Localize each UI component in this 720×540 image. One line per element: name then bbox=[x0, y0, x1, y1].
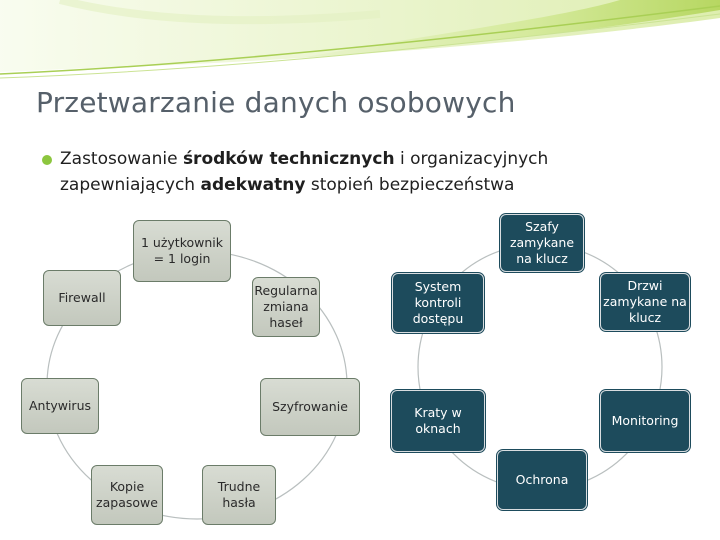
bullet-text-part: Zastosowanie bbox=[60, 149, 183, 169]
node-label: Kraty w oknach bbox=[414, 405, 462, 436]
node-strong-passwords bbox=[202, 465, 276, 525]
node-label: Szyfrowanie bbox=[272, 399, 348, 414]
node-label: System kontroli dostępu bbox=[412, 279, 464, 326]
node-label: Antywirus bbox=[28, 398, 92, 413]
node-label: Szafy zamykane na klucz bbox=[509, 219, 575, 266]
node-label: Ochrona bbox=[515, 472, 569, 487]
node-label: Drzwi zamykane na klucz bbox=[603, 278, 687, 325]
node-access-control-system bbox=[392, 273, 484, 333]
bullet-text-part: stopień bezpieczeństwa bbox=[305, 175, 515, 195]
node-lockable-cabinets bbox=[500, 214, 584, 272]
node-regular-password-change bbox=[252, 277, 320, 337]
node-lockable-doors bbox=[600, 273, 690, 331]
node-label: Regularna zmiana haseł bbox=[254, 283, 318, 330]
node-firewall bbox=[43, 270, 121, 326]
node-label: Monitoring bbox=[611, 413, 679, 428]
node-window-bars bbox=[391, 390, 485, 452]
bullet-bold-technical: środków technicznych bbox=[182, 149, 395, 169]
node-encryption bbox=[260, 378, 360, 436]
node-backups bbox=[91, 465, 163, 525]
node-one-user-one-login bbox=[133, 220, 231, 282]
node-security-guard bbox=[497, 450, 587, 510]
bullet-bold-adequate: adekwatny bbox=[200, 175, 306, 195]
node-antivirus bbox=[21, 378, 99, 434]
bullet-text-part: i organizacyjnych zapewniających bbox=[60, 149, 549, 195]
node-label: 1 użytkownik = 1 login bbox=[140, 235, 223, 266]
node-label: Trudne hasła bbox=[217, 479, 261, 510]
node-label: Firewall bbox=[58, 290, 106, 305]
slide-title: Przetwarzanie danych osobowych bbox=[36, 86, 516, 119]
node-label: Kopie zapasowe bbox=[96, 479, 158, 510]
node-monitoring bbox=[600, 390, 690, 452]
